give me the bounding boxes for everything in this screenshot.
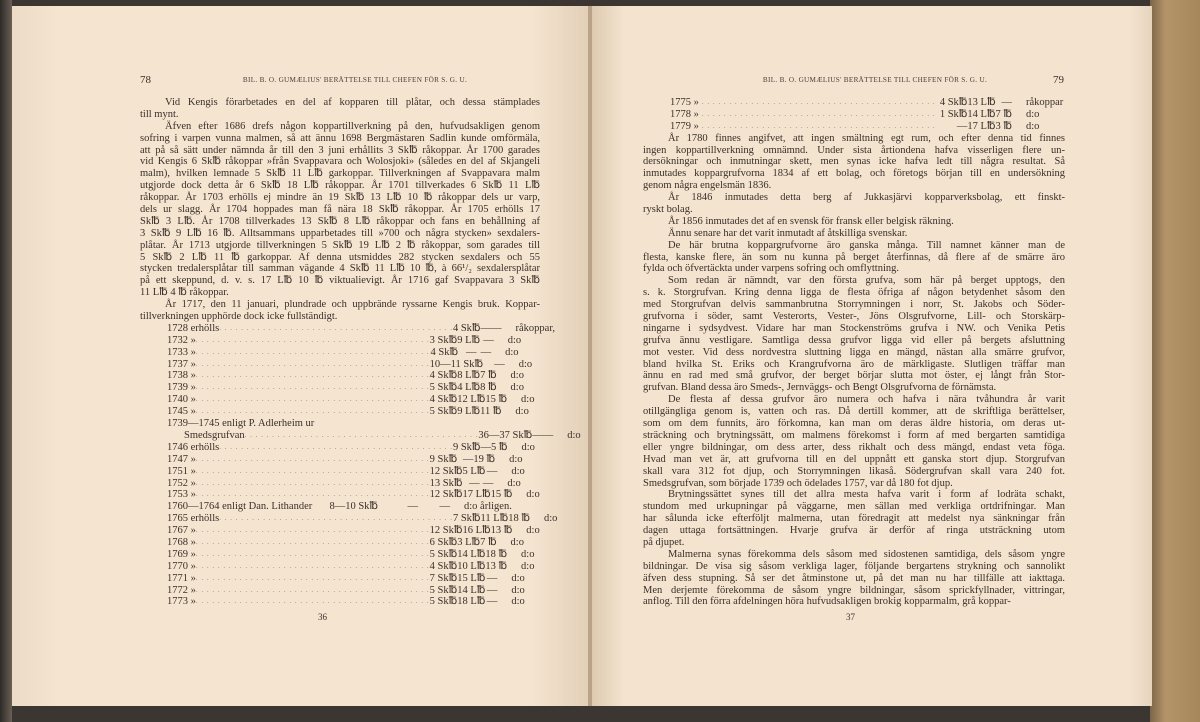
text-line: grufva ännu vestligare. Samtliga dessa grufvor ligga vid eller på bergets afsluttning xyxy=(643,334,1065,346)
text-line: ännu en rad med små grufvor, der berget börjar slutta mot öster, ej långt från Stor- xyxy=(643,370,1065,382)
product-note: d:o xyxy=(511,572,525,584)
pound-value: — xyxy=(494,358,505,370)
skeppund-value: 10—11 Sk℔ xyxy=(429,358,484,370)
row-label: 1779 » xyxy=(670,120,699,132)
pound-value: — xyxy=(439,501,450,513)
text-line: Som redan är nämndt, var den första grufva, som här på berget upptogs, den xyxy=(668,275,1065,287)
row-label: 1751 » xyxy=(167,465,196,477)
text-line: dels ur slagg. År 1704 hoppades man få nära 18 Sk℔ råkoppar. År 1705 erhölls 17 xyxy=(140,204,540,216)
row-label: 1747 » xyxy=(167,453,196,465)
table-row xyxy=(140,429,581,442)
dot-leader: . . . . . . . . . . . . . . . . . . . . . . . . . . . . . . . . . . . . . . . . . . . xyxy=(195,526,430,535)
row-label: 1775 » xyxy=(670,97,699,108)
row-label: 1771 » xyxy=(167,572,196,584)
paragraph xyxy=(643,192,1065,216)
table-row xyxy=(140,489,540,501)
product-note: d:o xyxy=(518,358,533,370)
product-note: d:o xyxy=(521,548,535,560)
lispund-value: 12 L℔ xyxy=(457,394,486,406)
text-line: stundom med urkupningar på väggarne, men sällan med verkliga ortdrifningar. Man xyxy=(643,501,1065,513)
text-line: skall vara 312 fot djup, och Storrymningen likaså. Södergrufvan skall vara 240 fot. xyxy=(643,465,1065,477)
product-note: d:o xyxy=(510,382,524,394)
left-page-text xyxy=(140,97,581,608)
text-line: har sålunda icke efterföljt malmerna, utan föredragit att medelst nya sänkningar från xyxy=(643,513,1065,525)
row-label: 1772 » xyxy=(167,584,196,596)
text-line: År 1780 finnes angifvet, att ingen smältning egt rum, och efter denna tid finnes xyxy=(668,132,1065,144)
row-label: 1768 » xyxy=(167,536,196,548)
pound-value: — xyxy=(480,346,492,358)
text-line: till mynt. xyxy=(140,108,179,120)
skeppund-value: 5 Sk℔ xyxy=(429,382,458,394)
table-row xyxy=(140,478,540,490)
dot-leader: . . . . . . . . . . . . . . . . . . . . . . . . . . . . . . . . . . . . . . . . . . . xyxy=(195,383,430,392)
row-label: 1767 » xyxy=(167,525,196,537)
paragraph xyxy=(140,299,540,323)
product-note: d:o xyxy=(510,536,524,548)
row-label: 1778 » xyxy=(670,108,699,120)
lispund-value: 17 L℔ xyxy=(967,120,996,132)
product-note: d:o xyxy=(1025,108,1040,120)
paragraph xyxy=(643,216,1065,228)
text-line: ryskt bolag. xyxy=(643,204,693,216)
right-running-head: BIL. B. O. GUMÆLIUS' BERÄTTELSE TILL CHEFEN FÖR S. G. U. xyxy=(762,76,988,84)
table-row xyxy=(140,382,540,394)
product-note: d:o xyxy=(515,406,529,418)
lispund-value: — xyxy=(480,441,492,453)
skeppund-value: 5 Sk℔ xyxy=(429,596,458,608)
text-line: 11 L℔ 4 ℔ råkoppar. xyxy=(140,287,229,299)
paragraph xyxy=(643,275,1065,394)
pound-value: 11 ℔ xyxy=(480,406,502,418)
text-line: grufvorna i söder, samt Vesterorts, Vester-, Jöns Olsgrufvorne, Lill- och Storskärp- xyxy=(643,311,1065,323)
table-row xyxy=(140,596,540,608)
dot-leader: . . . . . . . . . . . . . . . . . . . . . . . . . . . . . . . . . . . . . . . . . . . xyxy=(195,347,430,356)
row-label: 1728 erhölls xyxy=(167,322,220,334)
row-label: 1752 » xyxy=(167,477,196,489)
row-label: 1773 » xyxy=(167,596,196,608)
text-line: äfven dess stupning. Så ser det åtminstone ut, på det man nu har tillfälle att iakttaga. xyxy=(643,572,1065,584)
dot-leader: . . . . . . . . . . . . . . . . . . . . . . . . . . . . . . . . . . . . . . . . . . . xyxy=(195,371,430,380)
paragraph xyxy=(643,549,1065,608)
lispund-value: 10 L℔ xyxy=(457,560,486,572)
text-line: utgjorde dock detta år 6 Sk℔ 18 L℔ råkoppar. År 1701 tillverkades 6 Sk℔ 11 L℔ xyxy=(140,180,540,192)
pound-value: 3 ℔ xyxy=(995,120,1012,132)
skeppund-value: 4 Sk℔ xyxy=(429,394,458,406)
text-line: på ett skeppund, d. v. s. 17 L℔ 10 ℔ viktualievigt. År 1716 gaf Svappavara 3 Sk℔ xyxy=(140,275,540,287)
text-line: vid Kengis 6 Sk℔ råkoppar »från Svappavara och Wolosjoki» (således en del af Skjangeli xyxy=(140,156,540,168)
product-note: d:o xyxy=(521,394,535,406)
product-note: d:o xyxy=(567,429,581,441)
text-line: Men derjemte förekomma de såsom yngre bildningar, såsom sprickfyllnader, vittringar, xyxy=(643,584,1065,596)
pound-value: — xyxy=(486,465,498,477)
lispund-value: — xyxy=(532,429,543,441)
lispund-value: 13 L℔ xyxy=(967,97,996,108)
product-note: d:o xyxy=(521,441,535,453)
text-line: dersökningar och inmutningar skett, men synas icke hafva ledt till några resultat. Så xyxy=(643,156,1065,168)
pound-value: 15 ℔ xyxy=(485,394,508,406)
dot-leader: . . . . . . . . . . . . . . . . . . . . . . . . . . . . . . . . . . . . . . . . . . . xyxy=(701,98,936,106)
row-label: 1746 erhölls xyxy=(167,441,220,453)
text-line: malm), hvilken lemnade 5 Sk℔ 11 L℔ garkoppar. Tillverkningen af Svappavara malm xyxy=(140,168,540,180)
pound-value: — xyxy=(491,322,502,334)
text-line: Malmerna synas förekomma dels såsom med sidostenen samtidiga, dels såsom yngre xyxy=(668,548,1065,560)
lispund-value: 4 L℔ xyxy=(457,382,481,394)
text-line: genom några engelsmän 1836. xyxy=(643,180,772,192)
lispund-value: 3 L℔ xyxy=(457,536,481,548)
table-row xyxy=(140,513,558,525)
right-page-text xyxy=(643,97,1065,608)
skeppund-value: 7 Sk℔ xyxy=(429,572,458,584)
pound-value: — xyxy=(486,572,498,584)
paragraph xyxy=(643,240,1065,276)
skeppund-value: 12 Sk℔ xyxy=(429,525,463,537)
dot-leader: . . . . . . . . . . . . . . . . . . . . . . . . . . . . . . . . . . . . . . . . . . . xyxy=(195,454,430,463)
text-line: bildningar. De visa sig såsom verkliga lager, följande bergartens strykning och sannolikt xyxy=(643,560,1065,572)
text-line: plåtar. År 1713 utgjorde tillverkningen 5 Sk℔ 19 L℔ 2 ℔ råkoppar, som garades till xyxy=(140,239,540,251)
skeppund-value: 8—10 Sk℔ xyxy=(329,501,378,513)
dot-leader: . . . . . . . . . . . . . . . . . . . . . . . . . . . . . . . . . . . . . . . . . . . xyxy=(195,573,430,582)
product-note: d:o xyxy=(507,334,522,346)
table-row xyxy=(140,359,540,371)
table-row xyxy=(643,97,1065,109)
row-label: 1732 » xyxy=(167,334,196,346)
dot-leader: . . . . . . . . . . . . . . . . . . . . . . . . . . . . . . . . . . . . . . . . . . . xyxy=(195,561,430,570)
table-row xyxy=(643,109,1065,121)
text-line: mot vester. Vid dess nordvestra sluttning ligga en mängd, nästan alla smärre grufvor, xyxy=(643,346,1065,358)
text-line: År 1717, den 11 januari, plundrade och uppbrände ryssarne Kengis bruk. Koppar- xyxy=(165,299,540,311)
dot-leader: . . . . . . . . . . . . . . . . . . . . . . . . . . . . . . . . . . . . . . . . . . . xyxy=(701,109,936,118)
dot-leader: . . . . . . . . . . . . . . . . . . . . . . . . . . . . . . . . . . . . . . . . . . . xyxy=(219,323,453,332)
lispund-value: — xyxy=(469,477,480,489)
book-cover-right xyxy=(1150,0,1200,722)
skeppund-value: 5 Sk℔ xyxy=(429,584,458,596)
skeppund-value: 1 Sk℔ xyxy=(939,108,968,120)
row-label: 1740 » xyxy=(167,394,196,406)
table-row xyxy=(140,573,540,585)
text-line: s. k. Storgrufvan. Kring denna ligga de flesta öfriga af någon betydenhet såsom den xyxy=(643,287,1065,299)
dot-leader: . . . . . . . . . . . . . . . . . . . . . . . . . . . . . . . . . . . . . . . . . . . xyxy=(219,514,453,523)
text-line: 5 Sk℔ 2 L℔ 11 ℔ garkoppar. Af denna utsmiddes 282 stycken sexdalers och 55 xyxy=(140,251,540,263)
pound-value: 18 ℔ xyxy=(508,513,530,525)
row-label: 1739 » xyxy=(167,382,196,394)
skeppund-value: 6 Sk℔ xyxy=(429,536,458,548)
paragraph xyxy=(140,97,540,121)
lispund-value: 15 L℔ xyxy=(457,572,486,584)
skeppund-value: 12 Sk℔ xyxy=(429,489,463,501)
skeppund-value: 36—37 Sk℔ xyxy=(478,429,533,441)
pound-value: — xyxy=(482,477,494,489)
paragraph xyxy=(643,228,1065,240)
table-row xyxy=(140,454,540,466)
skeppund-value: — xyxy=(956,120,968,132)
text-line: sofring i varpen vunna malmen, så att ännu 1698 Bergmästaren Sadlin kunde omförmäla, xyxy=(140,132,540,144)
lispund-value: 9 L℔ xyxy=(457,334,481,346)
text-line: ningarne i sydsydvest. Vidare har man Stockenströms grufva i NW. och Venika Petis xyxy=(643,322,1065,334)
row-label: 1733 » xyxy=(167,346,196,358)
product-note: d:o xyxy=(521,560,535,572)
text-line: anflog. Till den förra afdelningen höra hufvudsakligen brokig kopparmalm, grå koppar- xyxy=(643,596,1011,608)
product-note: d:o xyxy=(511,596,525,608)
table-row xyxy=(140,442,540,454)
lispund-value: 5 L℔ xyxy=(462,465,486,477)
product-note: råkoppar, xyxy=(515,322,556,334)
text-line: med Storgrufvan delvis sammanbrutna Storrymningen i norr, St. Jakobs och Söder- xyxy=(643,299,1065,311)
row-label: 1753 » xyxy=(167,489,196,501)
skeppund-value: 4 Sk℔ xyxy=(429,560,458,572)
paragraph xyxy=(643,489,1065,548)
text-line: Vid Kengis förarbetades en del af kopparen till plåtar, och dessa stämplades xyxy=(165,97,540,108)
text-line: på djupet. xyxy=(643,536,685,548)
product-note: d:o årligen. xyxy=(464,501,512,513)
lispund-value: 9 L℔ xyxy=(457,406,481,418)
text-line: otillgängliga genom is, vatten och ras. Då dertill kommer, att de skriftliga berättelser, xyxy=(643,406,1065,418)
table-row xyxy=(643,121,1065,133)
table-row xyxy=(140,549,540,561)
table-row xyxy=(140,335,540,347)
skeppund-value: 4 Sk℔ xyxy=(430,346,459,358)
text-line: sträckning och brytningssätt, om malmens förekomst i form af med bergarten samtidiga xyxy=(643,429,1065,441)
skeppund-value: 3 Sk℔ xyxy=(429,334,458,346)
row-label: 1765 erhölls xyxy=(167,513,220,525)
text-line: Brytningssättet synes till det allra mesta hafva varit i form af lodräta schakt, xyxy=(668,489,1065,501)
product-note: d:o xyxy=(509,453,523,465)
text-line: stycken tredalersplåtar till samman vägande 4 Sk℔ 11 L℔ 10 ℔, à 66¹/₂ sexdalersplåtar xyxy=(140,263,540,275)
pound-value: 15 ℔ xyxy=(490,489,513,501)
dot-leader: . . . . . . . . . . . . . . . . . . . . . . . . . . . . . . . . . . . . . . . . . . . xyxy=(244,430,479,439)
lispund-value: 16 L℔ xyxy=(462,525,491,537)
lispund-value: — xyxy=(465,346,477,358)
right-footer-number: 37 xyxy=(846,612,855,622)
product-note: d:o xyxy=(543,513,558,525)
dot-leader: . . . . . . . . . . . . . . . . . . . . . . . . . . . . . . . . . . . . . . . . . . . xyxy=(219,442,453,451)
dot-leader: . . . . . . . . . . . . . . . . . . . . . . . . . . . . . . . . . . . . . . . . . . . xyxy=(195,597,430,606)
book-gutter xyxy=(588,6,592,706)
table-row xyxy=(140,370,540,382)
dot-leader: . . . . . . . . . . . . . . . . . . . . . . . . . . . . . . . . . . . . . . . . . . . xyxy=(195,585,430,594)
copper-production-table xyxy=(140,322,581,608)
paragraph xyxy=(643,133,1065,192)
pound-value: 7 ℔ xyxy=(480,536,497,548)
table-row xyxy=(140,406,540,418)
lispund-value: 14 L℔ xyxy=(967,108,996,120)
product-note: d:o xyxy=(505,346,519,358)
text-line: grufvan. Bland dessa äro Smeds-, Jernväggs- och Bengt Olsgrufvorna de förnämsta. xyxy=(643,382,997,394)
dot-leader: . . . . . . . . . . . . . . . . . . . . . . . . . . . . . . . . . . . . . . . . . . . xyxy=(195,478,430,487)
dot-leader: . . . . . . . . . . . . . . . . . . . . . . . . . . . . . . . . . . . . . . . . . . . xyxy=(195,407,430,416)
product-note: d:o xyxy=(510,370,524,382)
lispund-value xyxy=(483,359,494,371)
text-line: År 1846 inmutades detta berg af Jukkasjärvi kopparverksbolag, ett finskt- xyxy=(668,192,1065,204)
copper-production-table-continued xyxy=(643,97,1065,133)
pound-value: 19 ℔ xyxy=(473,453,496,465)
lispund-value: 18 L℔ xyxy=(457,596,486,608)
text-line: ingen koppartillverkning omnämnd. Under sista årtiondena hafva visserligen flere un- xyxy=(643,144,1065,156)
pound-value: — xyxy=(542,429,554,441)
row-label: 1739—1745 enligt P. Adlerheim ur xyxy=(167,418,315,430)
product-note: d:o xyxy=(511,465,525,477)
row-label: 1769 » xyxy=(167,548,196,560)
table-row xyxy=(140,501,540,513)
pound-value: — xyxy=(1001,97,1012,108)
pound-value: 18 ℔ xyxy=(485,548,508,560)
product-note: råkoppar xyxy=(1025,97,1064,108)
skeppund-value: 5 Sk℔ xyxy=(429,548,458,560)
paragraph xyxy=(643,394,1065,489)
row-label: 1745 » xyxy=(167,406,196,418)
skeppund-value: 13 Sk℔ xyxy=(429,477,463,489)
skeppund-value: 9 Sk℔ xyxy=(452,441,481,453)
product-note: d:o xyxy=(507,477,521,489)
dot-leader: . . . . . . . . . . . . . . . . . . . . . . . . . . . . . . . . . . . . . . . . . . . xyxy=(701,121,936,130)
skeppund-value: 12 Sk℔ xyxy=(429,465,463,477)
text-line: De flesta af dessa grufvor äro numera och hafva i nära tvåhundra år varit xyxy=(668,394,1065,406)
dot-leader: . . . . . . . . . . . . . . . . . . . . . . . . . . . . . . . . . . . . . . . . . . . xyxy=(195,359,430,368)
row-label: 1760—1764 enligt Dan. Lithander xyxy=(167,501,313,513)
table-row xyxy=(140,585,540,597)
text-line: De här brutna koppargrufvorne äro ganska många. Till namnet känner man de xyxy=(668,239,1065,251)
skeppund-value: 7 Sk℔ xyxy=(452,513,481,525)
text-line: fylda och öfvertäckta under varpens sofring och omflyttning. xyxy=(643,263,900,275)
text-line: 3 Sk℔ 9 L℔ 16 ℔. Alltsammans upparbetades till »700 och några stycken» sexdalers- xyxy=(140,227,540,239)
skeppund-value: 4 Sk℔ xyxy=(939,97,968,108)
left-running-head: BIL. B. O. GUMÆLIUS' BERÄTTELSE TILL CHEFEN FÖR S. G. U. xyxy=(242,76,468,84)
text-line: Äfven efter 1686 drefs någon koppartillverkning på den, hufvudsakligen genom xyxy=(165,120,540,132)
text-line: bland hvilka St. Eriks och Krangrufvorna äro de märkligaste. Slutligen träffar man xyxy=(643,358,1065,370)
text-line: inmutades koppargrufvorna 1834 af ett bolag, och företogs början till en undersökning xyxy=(643,168,1065,180)
pound-value: 13 ℔ xyxy=(490,525,513,537)
text-line: råkoppar. År 1703 erhölls ej mindre än 19 Sk℔ 13 L℔ 10 ℔ råkoppar dels ur varp, xyxy=(140,192,540,204)
lispund-value: — xyxy=(480,322,492,334)
skeppund-value: 5 Sk℔ xyxy=(429,406,458,418)
dot-leader xyxy=(229,501,316,513)
skeppund-value: 4 Sk℔ xyxy=(452,322,481,334)
pound-value: — xyxy=(486,596,498,608)
text-line: eller yngre bildningar, om dess arter, dess rikhalt och dess mängd, endast veta föga. xyxy=(643,441,1065,453)
dot-leader: . . . . . . . . . . . . . . . . . . . . . . . . . . . . . . . . . . . . . . . . . . . xyxy=(195,395,430,404)
table-row xyxy=(140,322,556,335)
text-line: Ännu senare har det varit inmutadt af åtskilliga svenskar. xyxy=(668,227,908,239)
skeppund-value: 4 Sk℔ xyxy=(429,370,458,382)
row-label: 1738 » xyxy=(167,370,196,382)
table-row xyxy=(140,347,540,359)
book-edge-left xyxy=(0,0,12,722)
dot-leader: . . . . . . . . . . . . . . . . . . . . . . . . . . . . . . . . . . . . . . . . . . . xyxy=(195,549,430,558)
product-note: d:o xyxy=(526,489,540,501)
pound-value: 5 ℔ xyxy=(491,441,508,453)
pound-value: 8 ℔ xyxy=(480,382,497,394)
dot-leader: . . . . . . . . . . . . . . . . . . . . . . . . . . . . . . . . . . . . . . . . . . . xyxy=(195,490,430,499)
table-row xyxy=(140,466,540,478)
pound-value: — xyxy=(486,584,498,596)
pound-value: 7 ℔ xyxy=(480,370,497,382)
lispund-value: — xyxy=(407,501,418,513)
text-line: dagen uttaga fortsättningen. Hvarje grufva är derför af ringa utsträckning utom xyxy=(643,525,1065,537)
table-row xyxy=(140,394,540,406)
text-line: tillverkningen upphörde dock icke fullständigt. xyxy=(140,311,338,323)
text-line: Sk℔ 3 L℔. År 1708 tillverkades 13 Sk℔ 8 L℔ råkoppar och fans en behållning af xyxy=(140,215,540,227)
text-line: År 1856 inmutades det af en svensk för fransk eller belgisk räkning. xyxy=(668,215,954,227)
text-line: Smedsgrufvan, som började 1739 och ödelades 1757, var då 180 fot djup. xyxy=(643,477,953,489)
left-footer-number: 36 xyxy=(318,612,327,622)
row-label: Smedsgrufvan xyxy=(184,429,245,441)
pound-value: — xyxy=(483,334,494,346)
table-row xyxy=(140,418,540,430)
table-row xyxy=(140,537,540,549)
lispund-value: 11 L℔ xyxy=(480,513,509,525)
text-line: att på så sätt under nämnda år till den 3 juni erhållits 3 Sk℔ råkoppar. År 1700 garades xyxy=(140,144,540,156)
right-page-number: 79 xyxy=(1053,74,1064,86)
lispund-value: 17 L℔ xyxy=(462,489,491,501)
dot-leader: . . . . . . . . . . . . . . . . . . . . . . . . . . . . . . . . . . . . . . . . . . . xyxy=(195,537,430,546)
product-note: d:o xyxy=(511,584,525,596)
row-label: 1770 » xyxy=(167,560,196,572)
table-row xyxy=(140,525,540,537)
lispund-value: 8 L℔ xyxy=(457,370,481,382)
product-note: d:o xyxy=(1025,120,1040,132)
lispund-value: 14 L℔ xyxy=(457,584,486,596)
paragraph xyxy=(140,121,540,299)
skeppund-value: 9 Sk℔ xyxy=(429,453,458,465)
pound-value: 7 ℔ xyxy=(995,108,1012,120)
dot-leader: . . . . . . . . . . . . . . . . . . . . . . . . . . . . . . . . . . . . . . . . . . . xyxy=(195,335,430,344)
text-line: Hvad man vet är, att grufvorna till en del uppnått ett ganska stort djup. Storgrufvan xyxy=(643,453,1065,465)
product-note: d:o xyxy=(526,525,540,537)
text-line: som om dem funnits, äro förkomna, kan man om deras äldre historia, om deras ut- xyxy=(643,418,1065,430)
text-line: flesta, kanske flere, än som nu kunna på berget återfinnas, då flere af de smärre äro xyxy=(643,251,1065,263)
row-label: 1737 » xyxy=(167,358,196,370)
table-row xyxy=(140,561,540,573)
left-page-number: 78 xyxy=(140,74,151,86)
dot-leader: . . . . . . . . . . . . . . . . . . . . . . . . . . . . . . . . . . . . . . . . . . . xyxy=(195,466,430,475)
pound-value: 13 ℔ xyxy=(485,560,508,572)
lispund-value: 14 L℔ xyxy=(457,548,486,560)
lispund-value: — xyxy=(462,453,474,465)
